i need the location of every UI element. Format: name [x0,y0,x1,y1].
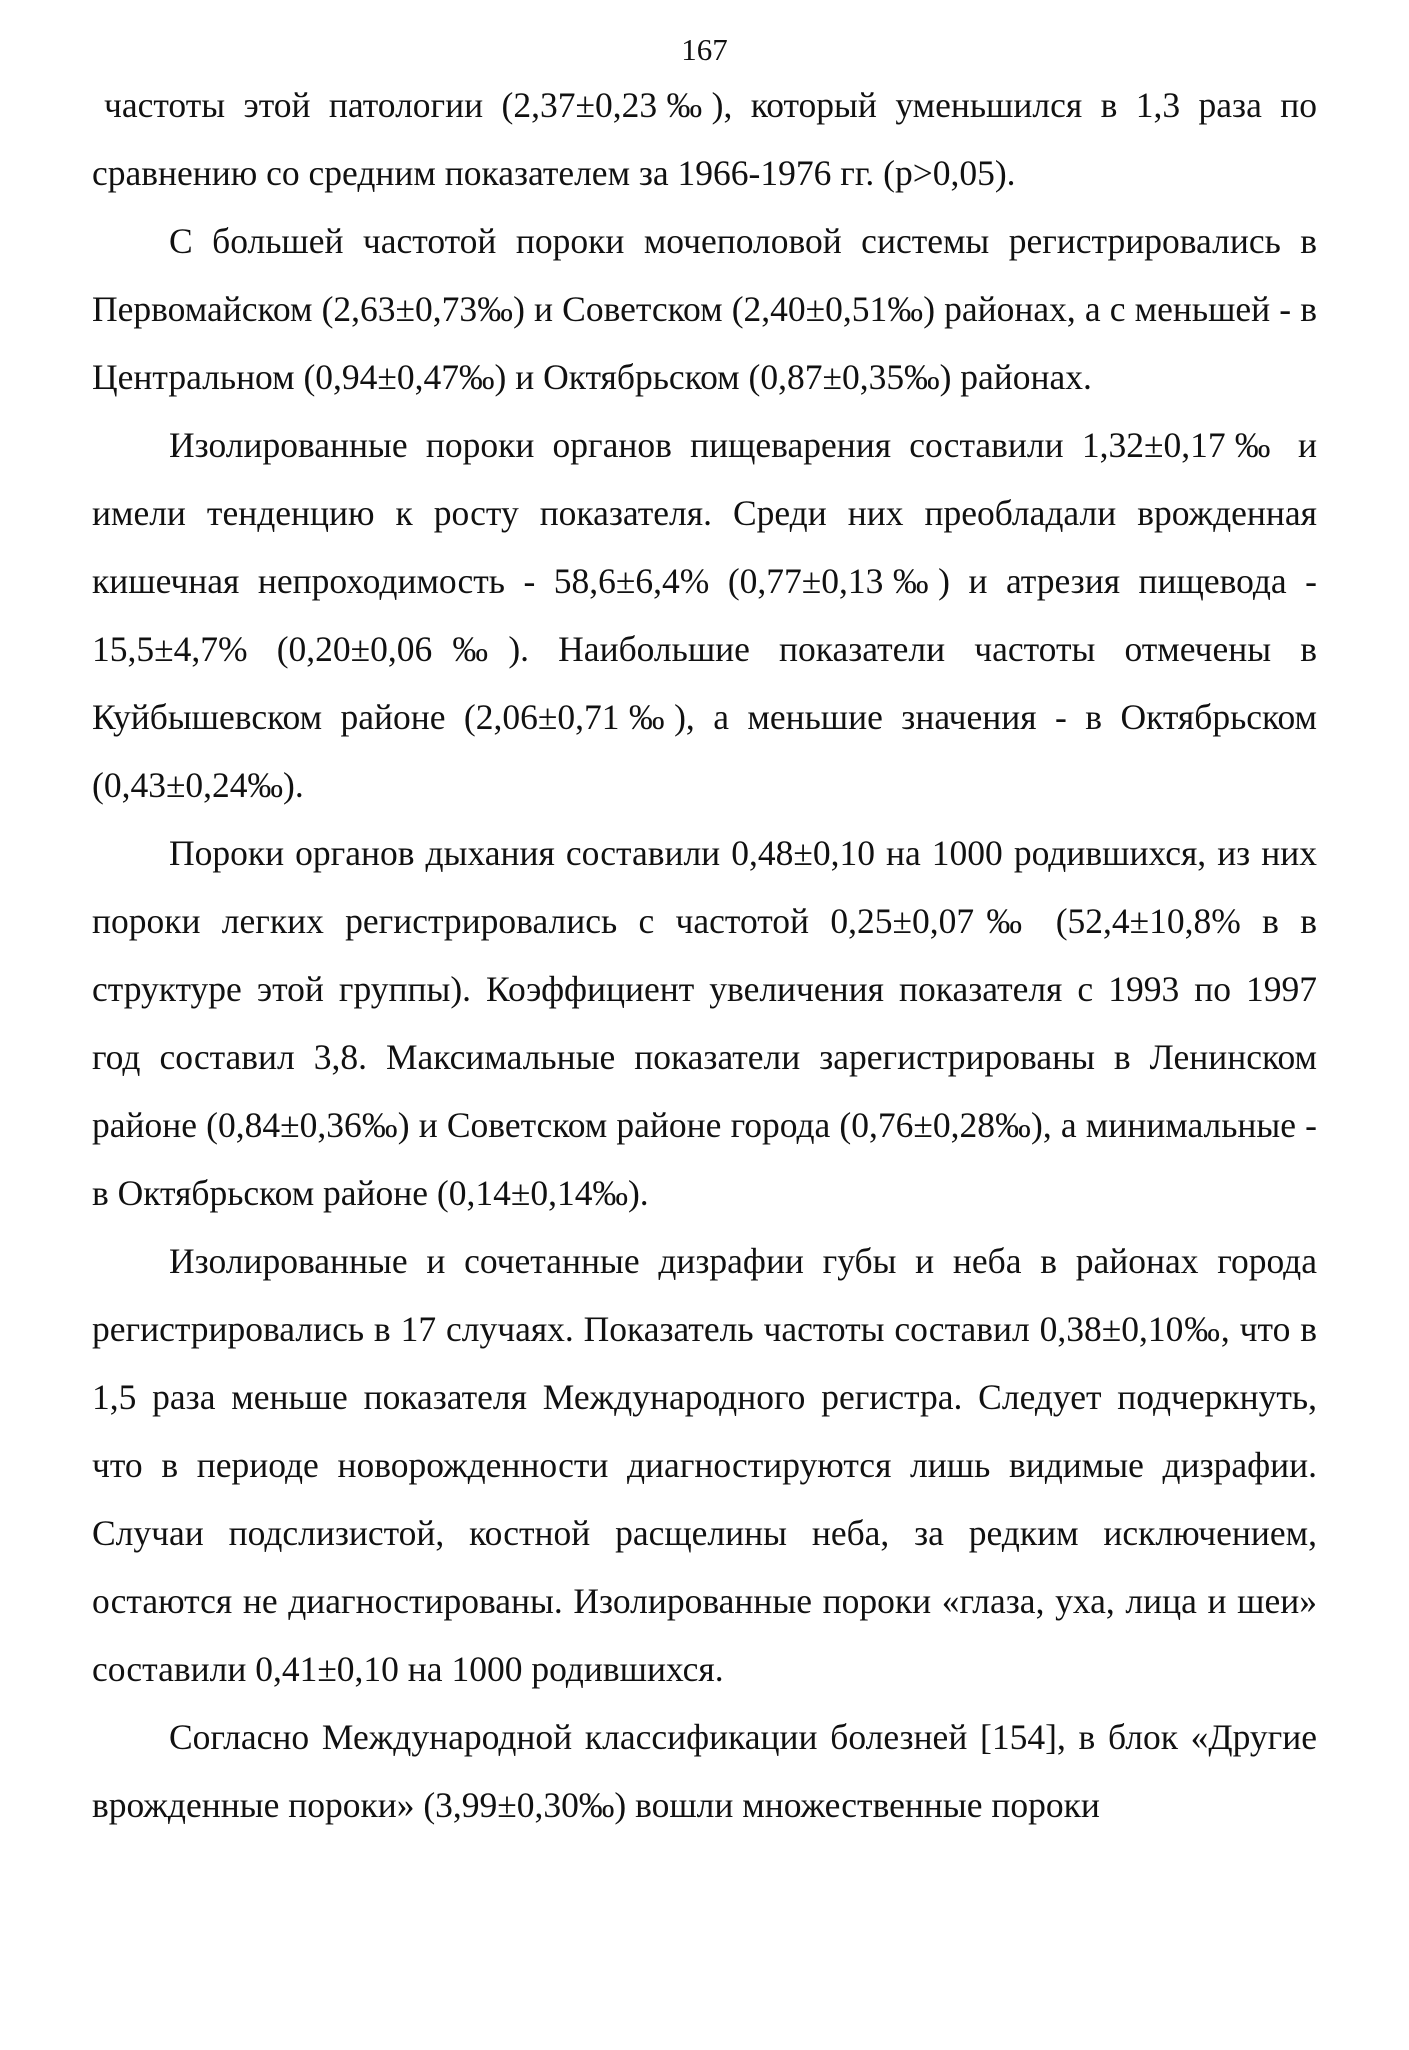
paragraph-2: С большей частотой пороки мочеполовой системы регистрировались в Первомайском (2,63±0,73‰) и Советском (2,40±0,51‰) районах, а с меньшей - в Центральном (0,94±0,47‰) и Октябрьском (0,87±0,35‰) районах. [92,221,1317,397]
paragraph-1: частоты этой патологии (2,37±0,23‰), который уменьшился в 1,3 раза по сравнению со средним показателем за 1966-1976 гг. (р>0,05). [92,85,1317,193]
page-number: 167 [681,32,728,67]
paragraph-3: Изолированные пороки органов пищеварения составили 1,32±0,17‰ и имели тенденцию к росту показателя. Среди них преобладали врожденная кишечная непроходимость - 58,6±6,4% (0,77±0,13‰) и атрезия пищевода - 15,5±4,7% (0,20±0,06‰). Наибольшие показатели частоты отмечены в Куйбышевском районе (2,06±0,71‰), а меньшие значения - в Октябрьском (0,43±0,24‰). [92,425,1317,805]
body-text [92,71,1317,1839]
paragraph-4: Пороки органов дыхания составили 0,48±0,10 на 1000 родившихся, из них пороки легких регистрировались с частотой 0,25±0,07‰ (52,4±10,8% в в структуре этой группы). Коэффициент увеличения показателя с 1993 по 1997 год составил 3,8. Максимальные показатели зарегистрированы в Ленинском районе (0,84±0,36‰) и Советском районе города (0,76±0,28‰), а минимальные - в Октябрьском районе (0,14±0,14‰). [92,833,1317,1213]
paragraph-5: Изолированные и сочетанные дизрафии губы и неба в районах города регистрировались в 17 случаях. Показатель частоты составил 0,38±0,10‰, что в 1,5 раза меньше показателя Международного регистра. Следует подчеркнуть, что в периоде новорожденности диагностируются лишь видимые дизрафии. Случаи подслизистой, костной расщелины неба, за редким исключением, остаются не диагностированы. Изолированные пороки «глаза, уха, лица и шеи» составили 0,41±0,10 на 1000 родившихся. [92,1241,1317,1689]
paragraph-6: Согласно Международной классификации болезней [154], в блок «Другие врожденные пороки» (3,99±0,30‰) вошли множественные пороки [92,1717,1317,1825]
